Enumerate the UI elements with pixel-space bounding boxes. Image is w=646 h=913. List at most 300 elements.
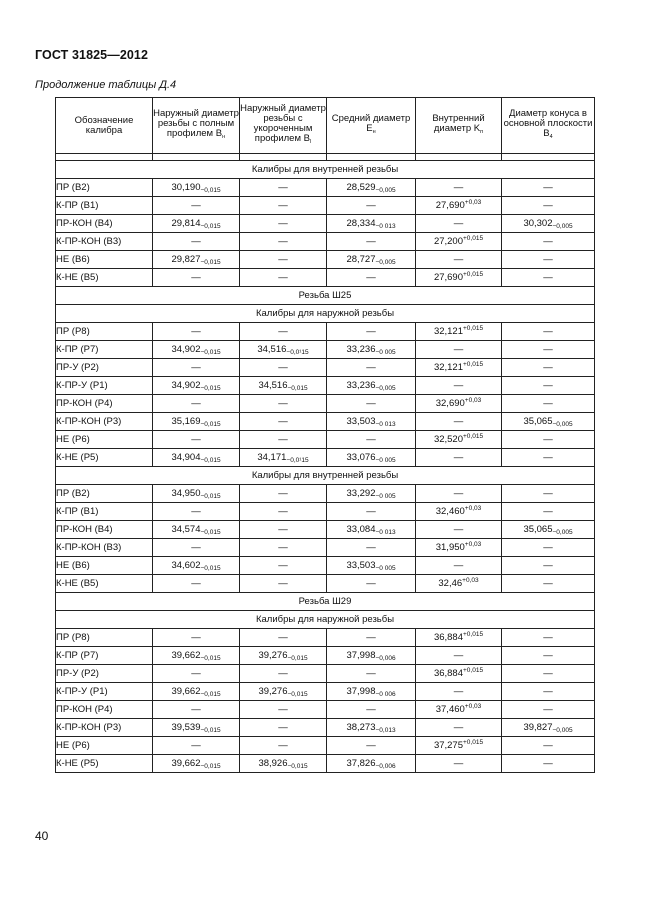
value-cell bbox=[416, 359, 502, 377]
cell-value: 37,460 bbox=[435, 704, 465, 715]
cell-value: 35,169 bbox=[171, 416, 201, 427]
gauge-designation bbox=[56, 395, 153, 413]
gauge-designation bbox=[56, 251, 153, 269]
value-cell bbox=[327, 197, 416, 215]
value-cell bbox=[502, 377, 595, 395]
cell-value: 39,276 bbox=[258, 650, 288, 661]
cell-value: 35,065 bbox=[523, 416, 553, 427]
calibre-table bbox=[55, 97, 595, 773]
value-cell bbox=[416, 665, 502, 683]
cell-value: — bbox=[453, 452, 464, 463]
column-header-label: Наружный диаметр резьбы с полным профилем B bbox=[153, 108, 239, 139]
cell-value: — bbox=[543, 758, 553, 769]
cell-value: 39,662 bbox=[171, 686, 201, 697]
cell-value: — bbox=[453, 560, 464, 571]
column-header-sub: н bbox=[222, 134, 226, 140]
cell-value: 27,690 bbox=[433, 272, 463, 283]
value-cell bbox=[502, 395, 595, 413]
cell-value: — bbox=[278, 488, 288, 499]
table-row bbox=[56, 215, 595, 233]
lower-tolerance: −0,015 bbox=[200, 763, 221, 770]
column-header bbox=[416, 98, 502, 154]
value-cell bbox=[327, 719, 416, 737]
lower-tolerance: −0,015 bbox=[200, 421, 221, 428]
cell-value: — bbox=[366, 704, 376, 715]
value-cell bbox=[502, 269, 595, 287]
cell-value: — bbox=[543, 182, 553, 193]
cell-value: К-НЕ (В5) bbox=[56, 272, 99, 283]
value-cell bbox=[502, 629, 595, 647]
cell-value: 38,273 bbox=[346, 722, 376, 733]
cell-value: — bbox=[543, 344, 553, 355]
cell-value: 34,904 bbox=[171, 452, 201, 463]
table-row bbox=[56, 503, 595, 521]
cell-value: 35,065 bbox=[523, 524, 553, 535]
cell-value: — bbox=[543, 578, 553, 589]
value-cell bbox=[153, 575, 240, 593]
value-cell bbox=[502, 449, 595, 467]
spacer-cell bbox=[502, 154, 595, 161]
cell-value: 33,503 bbox=[346, 560, 376, 571]
cell-value: — bbox=[278, 668, 288, 679]
lower-tolerance: −0,015 bbox=[200, 187, 221, 194]
value-cell bbox=[416, 683, 502, 701]
cell-value: 32,46 bbox=[438, 578, 463, 589]
column-header-label: Диаметр конуса в основной плоскости B bbox=[503, 108, 593, 139]
cell-value: 30,190 bbox=[171, 182, 201, 193]
gauge-designation bbox=[56, 323, 153, 341]
gauge-designation bbox=[56, 539, 153, 557]
cell-value: 32,121 bbox=[433, 326, 463, 337]
lower-tolerance: −0,015 bbox=[287, 655, 308, 662]
lower-tolerance: −0,006 bbox=[375, 655, 396, 662]
cell-value: К-НЕ (Р5) bbox=[56, 452, 99, 463]
cell-value: 31,950 bbox=[435, 542, 465, 553]
upper-tolerance: +0,015 bbox=[463, 739, 484, 746]
value-cell bbox=[502, 341, 595, 359]
value-cell bbox=[153, 359, 240, 377]
value-cell bbox=[502, 233, 595, 251]
cell-value: — bbox=[278, 524, 288, 535]
lower-tolerance: −0,0¹15 bbox=[286, 349, 309, 356]
column-header-label: Наружный диаметр резьбы с укороченным профилем B bbox=[240, 103, 326, 144]
cell-value: — bbox=[453, 650, 464, 661]
cell-value: ПР (В2) bbox=[56, 488, 90, 499]
cell-value: 37,998 bbox=[346, 686, 376, 697]
value-cell bbox=[416, 701, 502, 719]
cell-value: — bbox=[191, 236, 201, 247]
cell-value: 32,520 bbox=[433, 434, 463, 445]
value-cell bbox=[502, 197, 595, 215]
upper-tolerance: +0,015 bbox=[463, 325, 484, 332]
cell-value: 39,662 bbox=[171, 650, 201, 661]
cell-value: — bbox=[191, 272, 201, 283]
column-header-label: Средний диаметр E bbox=[331, 113, 411, 134]
value-cell bbox=[327, 449, 416, 467]
lower-tolerance: −0,015 bbox=[200, 727, 221, 734]
value-cell bbox=[502, 251, 595, 269]
cell-value: 39,827 bbox=[523, 722, 553, 733]
cell-value: — bbox=[278, 416, 288, 427]
value-cell bbox=[327, 755, 416, 773]
lower-tolerance: −0 005 bbox=[375, 457, 396, 464]
value-cell bbox=[240, 575, 327, 593]
table-row bbox=[56, 251, 595, 269]
lower-tolerance: −0,015 bbox=[200, 223, 221, 230]
table-row bbox=[56, 359, 595, 377]
cell-value: — bbox=[366, 542, 376, 553]
cell-value: — bbox=[543, 704, 553, 715]
table-row bbox=[56, 377, 595, 395]
cell-value: 32,460 bbox=[435, 506, 465, 517]
cell-value: — bbox=[543, 326, 553, 337]
cell-value: К-ПР (Р7) bbox=[56, 650, 99, 661]
table-row bbox=[56, 323, 595, 341]
cell-value: 37,998 bbox=[346, 650, 376, 661]
cell-value: — bbox=[366, 740, 376, 751]
spacer-cell bbox=[56, 154, 153, 161]
lower-tolerance: −0,015 bbox=[200, 493, 221, 500]
cell-value: 33,236 bbox=[346, 380, 376, 391]
value-cell bbox=[240, 197, 327, 215]
value-cell bbox=[240, 683, 327, 701]
lower-tolerance: −0,015 bbox=[200, 691, 221, 698]
cell-value: — bbox=[278, 254, 288, 265]
gauge-designation bbox=[56, 719, 153, 737]
value-cell bbox=[502, 683, 595, 701]
cell-value: — bbox=[366, 434, 376, 445]
section-row bbox=[56, 611, 595, 629]
value-cell bbox=[240, 449, 327, 467]
value-cell bbox=[416, 557, 502, 575]
lower-tolerance: −0,013 bbox=[375, 727, 396, 734]
cell-value: К-ПР-У (Р1) bbox=[56, 686, 108, 697]
cell-value: — bbox=[191, 542, 201, 553]
cell-value: — bbox=[278, 740, 288, 751]
cell-value: — bbox=[278, 200, 288, 211]
cell-value: 33,076 bbox=[346, 452, 376, 463]
value-cell bbox=[153, 557, 240, 575]
section-heading: Резьба Ш29 bbox=[56, 593, 595, 611]
cell-value: — bbox=[191, 578, 201, 589]
cell-value: 37,826 bbox=[346, 758, 376, 769]
value-cell bbox=[502, 719, 595, 737]
value-cell bbox=[416, 449, 502, 467]
upper-tolerance: +0,03 bbox=[462, 577, 479, 584]
lower-tolerance: −0,005 bbox=[375, 385, 396, 392]
value-cell bbox=[502, 737, 595, 755]
value-cell bbox=[153, 737, 240, 755]
value-cell bbox=[240, 431, 327, 449]
table-row bbox=[56, 755, 595, 773]
cell-value: 39,539 bbox=[171, 722, 201, 733]
value-cell bbox=[416, 755, 502, 773]
gauge-designation bbox=[56, 197, 153, 215]
cell-value: — bbox=[543, 200, 553, 211]
gauge-designation bbox=[56, 647, 153, 665]
column-header bbox=[56, 98, 153, 154]
table-row bbox=[56, 701, 595, 719]
cell-value: 36,884 bbox=[433, 632, 463, 643]
value-cell bbox=[502, 485, 595, 503]
cell-value: — bbox=[543, 650, 553, 661]
gauge-designation bbox=[56, 449, 153, 467]
upper-tolerance: +0,015 bbox=[463, 361, 484, 368]
gauge-designation bbox=[56, 215, 153, 233]
cell-value: — bbox=[278, 542, 288, 553]
value-cell bbox=[240, 539, 327, 557]
value-cell bbox=[502, 665, 595, 683]
cell-value: — bbox=[543, 362, 553, 373]
gauge-designation bbox=[56, 431, 153, 449]
value-cell bbox=[327, 323, 416, 341]
value-cell bbox=[153, 701, 240, 719]
value-cell bbox=[416, 233, 502, 251]
lower-tolerance: −0,015 bbox=[200, 529, 221, 536]
gauge-designation bbox=[56, 683, 153, 701]
table-row bbox=[56, 683, 595, 701]
cell-value: — bbox=[278, 218, 288, 229]
cell-value: — bbox=[543, 398, 553, 409]
table-row bbox=[56, 629, 595, 647]
value-cell bbox=[240, 269, 327, 287]
value-cell bbox=[240, 341, 327, 359]
value-cell bbox=[502, 215, 595, 233]
value-cell bbox=[416, 539, 502, 557]
cell-value: — bbox=[543, 686, 553, 697]
section-heading: Калибры для наружной резьбы bbox=[56, 305, 595, 323]
gauge-designation bbox=[56, 575, 153, 593]
cell-value: ПР-КОН (Р4) bbox=[56, 398, 113, 409]
cell-value: — bbox=[191, 506, 201, 517]
cell-value: — bbox=[278, 362, 288, 373]
section-heading: Резьба Ш25 bbox=[56, 287, 595, 305]
cell-value: — bbox=[278, 398, 288, 409]
lower-tolerance: −0,015 bbox=[287, 763, 308, 770]
section-heading: Калибры для внутренней резьбы bbox=[56, 161, 595, 179]
table-row bbox=[56, 647, 595, 665]
column-header-label: Внутренний диаметр K bbox=[432, 113, 485, 134]
value-cell bbox=[153, 539, 240, 557]
cell-value: — bbox=[191, 740, 201, 751]
value-cell bbox=[416, 251, 502, 269]
cell-value: — bbox=[366, 272, 376, 283]
cell-value: — bbox=[543, 506, 553, 517]
value-cell bbox=[327, 359, 416, 377]
table-row bbox=[56, 431, 595, 449]
value-cell bbox=[327, 557, 416, 575]
section-heading: Калибры для наружной резьбы bbox=[56, 611, 595, 629]
table-row bbox=[56, 521, 595, 539]
cell-value: — bbox=[453, 686, 464, 697]
upper-tolerance: +0,015 bbox=[463, 667, 484, 674]
value-cell bbox=[153, 215, 240, 233]
section-row bbox=[56, 305, 595, 323]
cell-value: — bbox=[453, 758, 464, 769]
value-cell bbox=[502, 413, 595, 431]
lower-tolerance: −0,005 bbox=[552, 421, 573, 428]
section-row bbox=[56, 161, 595, 179]
cell-value: — bbox=[366, 200, 376, 211]
column-header bbox=[502, 98, 595, 154]
cell-value: — bbox=[278, 704, 288, 715]
value-cell bbox=[240, 485, 327, 503]
header-spacer-row bbox=[56, 154, 595, 161]
value-cell bbox=[502, 359, 595, 377]
lower-tolerance: −0,005 bbox=[375, 187, 396, 194]
cell-value: 33,292 bbox=[346, 488, 376, 499]
cell-value: — bbox=[191, 668, 201, 679]
value-cell bbox=[416, 647, 502, 665]
lower-tolerance: −0 013 bbox=[375, 421, 396, 428]
cell-value: 33,503 bbox=[346, 416, 376, 427]
document-title: ГОСТ 31825—2012 bbox=[35, 48, 149, 62]
column-header bbox=[240, 98, 327, 154]
cell-value: 29,814 bbox=[171, 218, 201, 229]
upper-tolerance: +0,015 bbox=[463, 235, 484, 242]
value-cell bbox=[416, 269, 502, 287]
spacer-cell bbox=[327, 154, 416, 161]
gauge-designation bbox=[56, 341, 153, 359]
cell-value: К-ПР-КОН (Р3) bbox=[56, 416, 122, 427]
table-row bbox=[56, 539, 595, 557]
cell-value: — bbox=[543, 254, 553, 265]
cell-value: — bbox=[453, 524, 464, 535]
cell-value: — bbox=[278, 560, 288, 571]
gauge-designation bbox=[56, 557, 153, 575]
column-header-sub: н bbox=[372, 129, 376, 135]
value-cell bbox=[327, 233, 416, 251]
spacer-cell bbox=[416, 154, 502, 161]
spacer-cell bbox=[153, 154, 240, 161]
value-cell bbox=[327, 179, 416, 197]
value-cell bbox=[327, 485, 416, 503]
table-row bbox=[56, 179, 595, 197]
cell-value: 30,302 bbox=[523, 218, 553, 229]
cell-value: — bbox=[278, 578, 288, 589]
value-cell bbox=[416, 323, 502, 341]
upper-tolerance: +0,03 bbox=[464, 703, 482, 710]
value-cell bbox=[416, 395, 502, 413]
cell-value: К-ПР (Р7) bbox=[56, 344, 99, 355]
lower-tolerance: −0,005 bbox=[552, 529, 573, 536]
cell-value: — bbox=[453, 344, 464, 355]
table-row bbox=[56, 719, 595, 737]
value-cell bbox=[153, 395, 240, 413]
gauge-designation bbox=[56, 269, 153, 287]
cell-value: — bbox=[543, 452, 553, 463]
value-cell bbox=[327, 539, 416, 557]
cell-value: — bbox=[543, 668, 553, 679]
column-header-label: Обозначение калибра bbox=[74, 114, 134, 136]
cell-value: — bbox=[278, 506, 288, 517]
value-cell bbox=[416, 197, 502, 215]
cell-value: — bbox=[278, 326, 288, 337]
cell-value: — bbox=[366, 632, 376, 643]
cell-value: 27,200 bbox=[433, 236, 463, 247]
lower-tolerance: −0 005 bbox=[375, 565, 396, 572]
value-cell bbox=[416, 179, 502, 197]
gauge-designation bbox=[56, 665, 153, 683]
value-cell bbox=[327, 413, 416, 431]
lower-tolerance: −0,006 bbox=[375, 763, 396, 770]
cell-value: — bbox=[191, 362, 201, 373]
cell-value: — bbox=[543, 560, 553, 571]
value-cell bbox=[240, 413, 327, 431]
cell-value: 34,516 bbox=[258, 380, 288, 391]
cell-value: 28,334 bbox=[346, 218, 376, 229]
cell-value: — bbox=[191, 200, 201, 211]
lower-tolerance: −0,0¹15 bbox=[286, 457, 309, 464]
value-cell bbox=[240, 359, 327, 377]
value-cell bbox=[240, 215, 327, 233]
cell-value: К-НЕ (В5) bbox=[56, 578, 99, 589]
gauge-designation bbox=[56, 485, 153, 503]
value-cell bbox=[327, 683, 416, 701]
value-cell bbox=[240, 719, 327, 737]
cell-value: — bbox=[543, 236, 553, 247]
cell-value: 34,902 bbox=[171, 344, 201, 355]
cell-value: К-ПР (В1) bbox=[56, 506, 99, 517]
value-cell bbox=[153, 521, 240, 539]
value-cell bbox=[153, 449, 240, 467]
cell-value: — bbox=[543, 434, 553, 445]
value-cell bbox=[153, 179, 240, 197]
value-cell bbox=[153, 269, 240, 287]
column-header bbox=[153, 98, 240, 154]
table-row bbox=[56, 269, 595, 287]
cell-value: — bbox=[453, 380, 464, 391]
page-number: 40 bbox=[35, 829, 49, 843]
cell-value: К-ПР-КОН (В3) bbox=[56, 542, 122, 553]
column-header-sub: l bbox=[309, 139, 312, 145]
cell-value: — bbox=[278, 182, 288, 193]
gauge-designation bbox=[56, 359, 153, 377]
value-cell bbox=[327, 269, 416, 287]
section-heading: Калибры для внутренней резьбы bbox=[56, 467, 595, 485]
cell-value: 33,084 bbox=[346, 524, 376, 535]
value-cell bbox=[327, 503, 416, 521]
value-cell bbox=[153, 629, 240, 647]
value-cell bbox=[240, 233, 327, 251]
value-cell bbox=[240, 323, 327, 341]
lower-tolerance: −0,005 bbox=[552, 727, 573, 734]
value-cell bbox=[153, 323, 240, 341]
cell-value: — bbox=[278, 272, 288, 283]
value-cell bbox=[327, 701, 416, 719]
cell-value: 37,275 bbox=[433, 740, 463, 751]
section-row bbox=[56, 593, 595, 611]
value-cell bbox=[240, 377, 327, 395]
value-cell bbox=[502, 179, 595, 197]
value-cell bbox=[153, 251, 240, 269]
cell-value: — bbox=[543, 272, 553, 283]
lower-tolerance: −0 013 bbox=[375, 223, 396, 230]
cell-value: ПР (В2) bbox=[56, 182, 90, 193]
value-cell bbox=[240, 179, 327, 197]
value-cell bbox=[327, 341, 416, 359]
cell-value: 32,121 bbox=[433, 362, 463, 373]
cell-value: — bbox=[543, 380, 553, 391]
gauge-designation bbox=[56, 521, 153, 539]
lower-tolerance: −0,005 bbox=[552, 223, 573, 230]
cell-value: — bbox=[366, 668, 376, 679]
value-cell bbox=[327, 665, 416, 683]
cell-value: 39,276 bbox=[258, 686, 288, 697]
table-caption: Продолжение таблицы Д.4 bbox=[35, 79, 177, 91]
value-cell bbox=[502, 755, 595, 773]
cell-value: 39,662 bbox=[171, 758, 201, 769]
